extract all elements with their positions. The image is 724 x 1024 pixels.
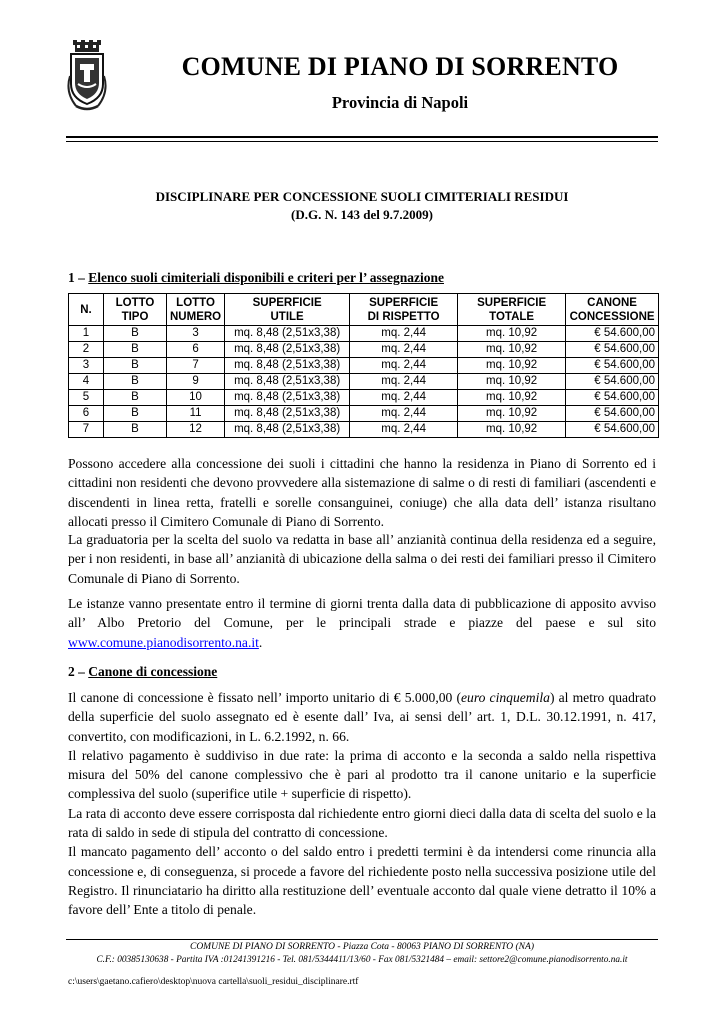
table-cell: 5 — [69, 390, 104, 406]
table-cell: 12 — [167, 422, 225, 438]
document-heading-line1: DISCIPLINARE PER CONCESSIONE SUOLI CIMITERIALI RESIDUI — [155, 189, 569, 204]
col-header-superficie-totale: SUPERFICIE TOTALE — [458, 294, 566, 326]
table-cell: mq. 8,48 (2,51x3,38) — [225, 358, 350, 374]
section2-body — [68, 688, 656, 920]
table-cell: mq. 8,48 (2,51x3,38) — [225, 342, 350, 358]
table-cell: € 54.600,00 — [566, 374, 659, 390]
table-cell: mq. 2,44 — [350, 406, 458, 422]
table-cell: € 54.600,00 — [566, 422, 659, 438]
table-cell: mq. 10,92 — [458, 390, 566, 406]
table-cell: B — [104, 374, 167, 390]
table-cell: mq. 8,48 (2,51x3,38) — [225, 406, 350, 422]
page-subtitle: Provincia di Napoli — [331, 93, 469, 112]
section2-number: 2 – — [68, 664, 89, 679]
table-cell: B — [104, 342, 167, 358]
table-cell: mq. 8,48 (2,51x3,38) — [225, 422, 350, 438]
footer-divider — [66, 939, 658, 940]
col-header-lotto-numero: LOTTO NUMERO — [167, 294, 225, 326]
table-cell: mq. 10,92 — [458, 358, 566, 374]
table-cell: € 54.600,00 — [566, 326, 659, 342]
table-cell: mq. 2,44 — [350, 326, 458, 342]
table-cell: mq. 2,44 — [350, 422, 458, 438]
table-cell: B — [104, 326, 167, 342]
table-cell: mq. 10,92 — [458, 326, 566, 342]
table-cell: mq. 10,92 — [458, 374, 566, 390]
table-cell: mq. 2,44 — [350, 358, 458, 374]
table-row — [69, 342, 659, 358]
table-row — [69, 422, 659, 438]
table-row — [69, 406, 659, 422]
header-divider-thin — [66, 141, 658, 142]
table-cell: 11 — [167, 406, 225, 422]
table-cell: mq. 2,44 — [350, 374, 458, 390]
table-cell: mq. 10,92 — [458, 406, 566, 422]
table-cell: € 54.600,00 — [566, 390, 659, 406]
header-divider-thick — [66, 136, 658, 138]
table-cell: mq. 2,44 — [350, 390, 458, 406]
table-cell: mq. 8,48 (2,51x3,38) — [225, 326, 350, 342]
table-cell: mq. 2,44 — [350, 342, 458, 358]
table-cell: 4 — [69, 374, 104, 390]
paragraph-eligibility: Possono accedere alla concessione dei suoli i cittadini che hanno la residenza in Piano di Sorrento ed i cittadini non residenti che devono provvedere alla sistemazione di salme o di resti di familiari (ascendenti e discendenti in linea retta, fratelli e sorelle consanguinei, coniuge) che alla data dell’ istanza risultano allocati presso il Cimitero Comunale di Piano di Sorrento. — [68, 456, 656, 529]
table-cell: B — [104, 390, 167, 406]
table-cell: 6 — [167, 342, 225, 358]
paragraph-deposit: La rata di acconto deve essere corrisposta dal richiedente entro giorni dieci dalla data di scelta del suolo e la rata di saldo in sede di stipula del contratto di concessione. — [68, 805, 656, 841]
table-cell: mq. 8,48 (2,51x3,38) — [225, 390, 350, 406]
document-heading — [66, 188, 658, 224]
table-cell: € 54.600,00 — [566, 358, 659, 374]
website-link[interactable]: www.comune.pianodisorrento.na.it — [68, 634, 259, 650]
table-row — [69, 358, 659, 374]
paragraph-payment: Il relativo pagamento è suddiviso in due rate: la prima di acconto e la seconda a saldo nella rispettiva misura del 50% del canone complessivo che è pari al prodotto tra il canone unitario e la superficie complessiva del suolo (superifice utile + superficie di rispetto). — [68, 747, 656, 802]
paragraph-ranking: La graduatoria per la scelta del suolo va redatta in base all’ anzianità continua della residenza ed a seguire, per i non residenti, in base all’ anzianità di ubicazione della salma o dei resti dei familiari presso il Cimitero Comunale di Piano di Sorrento. — [68, 532, 656, 586]
page-title: COMUNE DI PIANO DI SORRENTO — [181, 52, 619, 81]
table-cell: € 54.600,00 — [566, 342, 659, 358]
footer-contacts: C.F.: 00385130638 - Partita IVA :01241391216 - Tel. 081/5344411/13/60 - Fax 081/5321484 – email: settore2@comune.pianodisorrento.na.it — [96, 955, 628, 965]
section1-number: 1 – — [68, 270, 89, 285]
col-header-superficie-utile: SUPERFICIE UTILE — [225, 294, 350, 326]
table-cell: mq. 8,48 (2,51x3,38) — [225, 374, 350, 390]
table-header-row — [69, 294, 659, 326]
section1-title: Elenco suoli cimiteriali disponibili e criteri per l’ assegnazione — [88, 270, 444, 285]
table-cell: 6 — [69, 406, 104, 422]
table-cell: B — [104, 406, 167, 422]
table-cell: mq. 10,92 — [458, 342, 566, 358]
paragraph-fee: Il canone di concessione è fissato nell’ importo unitario di € 5.000,00 (euro cinquemila) al metro quadrato della superficie del suolo assegnato ed è esente dall’ Iva, ai sensi dell’ art. 1, D.L. 30.12.1991, n. 417, convertito, con modificazioni, in L. 6.2.1992, n. 66. — [68, 690, 656, 744]
col-header-superficie-rispetto: SUPERFICIE DI RISPETTO — [350, 294, 458, 326]
paragraph-applications: Le istanze vanno presentate entro il termine di giorni trenta dalla data di pubblicazione di apposito avviso all’ Albo Pretorio del Comune, per le principali strade e piazze del paese e sul sito www.comune.pianodisorrento.na.it. — [68, 596, 656, 650]
table-cell: 7 — [69, 422, 104, 438]
table-cell: 3 — [167, 326, 225, 342]
document-heading-line2: (D.G. N. 143 del 9.7.2009) — [291, 207, 433, 222]
col-header-number: N. — [69, 294, 104, 326]
col-header-canone: CANONE CONCESSIONE — [566, 294, 659, 326]
table-cell: 7 — [167, 358, 225, 374]
table-row — [69, 390, 659, 406]
lots-table — [68, 293, 659, 438]
table-cell: 10 — [167, 390, 225, 406]
table-cell: B — [104, 358, 167, 374]
section2-heading — [68, 664, 217, 680]
municipal-crest-logo — [66, 40, 108, 112]
paragraph-non-payment: Il mancato pagamento dell’ acconto o del saldo entro i predetti termini è da intendersi come rinuncia alla concessione e, di conseguenza, si procede a favore del richiedente posto nella successiva posizione utile del Registro. Il rinunciatario ha diritto alla restituzione dell’ eventuale acconto dal quale viene detratto il 10% a favore dell’ Ente a titolo di penale. — [68, 844, 656, 918]
table-cell: B — [104, 422, 167, 438]
table-cell: 9 — [167, 374, 225, 390]
file-path: c:\users\gaetano.cafiero\desktop\nuova cartella\suoli_residui_disciplinare.rtf — [68, 977, 359, 987]
table-cell: 1 — [69, 326, 104, 342]
table-cell: 3 — [69, 358, 104, 374]
table-row — [69, 374, 659, 390]
section1-heading — [68, 270, 444, 286]
footer-address: COMUNE DI PIANO DI SORRENTO - Piazza Cota - 80063 PIANO DI SORRENTO (NA) — [189, 942, 534, 952]
table-row — [69, 326, 659, 342]
table-cell: mq. 10,92 — [458, 422, 566, 438]
section2-title: Canone di concessione — [88, 664, 218, 679]
col-header-lotto-tipo: LOTTO TIPO — [104, 294, 167, 326]
table-cell: € 54.600,00 — [566, 406, 659, 422]
table-cell: 2 — [69, 342, 104, 358]
